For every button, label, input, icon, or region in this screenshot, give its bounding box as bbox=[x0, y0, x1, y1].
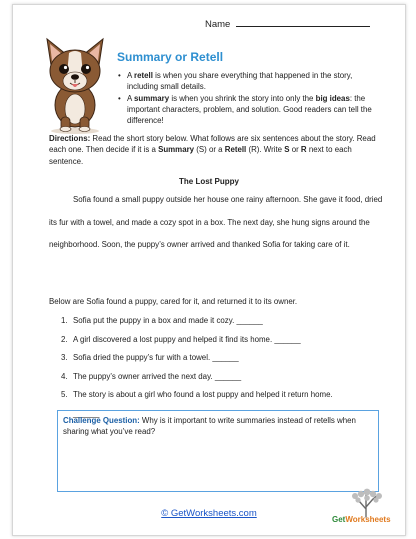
retell-text: is when you share everything that happened in the story, including small details. bbox=[127, 71, 353, 91]
challenge-question-box[interactable] bbox=[57, 410, 379, 492]
retell-definition bbox=[117, 70, 382, 92]
item-number: 1. bbox=[61, 316, 68, 325]
directions-label: Directions: bbox=[49, 134, 91, 143]
summary-term: summary bbox=[134, 94, 170, 103]
summary-definition bbox=[117, 93, 382, 126]
name-line bbox=[205, 17, 370, 30]
worksheet-page bbox=[12, 4, 406, 536]
directions-s-letter: S bbox=[284, 145, 290, 155]
story-title: The Lost Puppy bbox=[179, 177, 239, 186]
questions-intro: Below are Sofia found a puppy, cared for it, and returned it to its owner. bbox=[49, 297, 298, 306]
story-body bbox=[49, 189, 386, 257]
logo-get: Get bbox=[332, 515, 346, 524]
getworksheets-logo bbox=[332, 515, 391, 524]
item-number: 4. bbox=[61, 371, 68, 381]
bullet-icon: • bbox=[118, 94, 121, 103]
directions-retell-word: Retell bbox=[224, 145, 247, 155]
retell-term: retell bbox=[134, 71, 153, 80]
list-item bbox=[61, 349, 381, 368]
summary-mid: is when you shrink the story into only the bbox=[169, 94, 316, 103]
directions bbox=[49, 133, 386, 167]
item-text: ______ bbox=[73, 408, 100, 418]
definitions-list bbox=[117, 70, 382, 127]
story-paragraph: Sofia found a small puppy outside her house one rainy afternoon. She gave it food, dried its fur with a towel, and made a cozy spot in a box. The next day, she hung signs around the neighborhood. Soon, the puppy’s owner arrived and thanked Sofia for taking care of it. bbox=[49, 195, 383, 249]
directions-text-5: next to each sentence. bbox=[49, 145, 352, 166]
bullet-icon: • bbox=[118, 71, 121, 80]
logo-worksheets: Worksheets bbox=[345, 515, 391, 524]
item-text: Sofia dried the puppy’s fur with a towel. ______ bbox=[73, 353, 239, 362]
item-number: 3. bbox=[61, 353, 68, 362]
item-text: Sofia put the puppy in a box and made it cozy. ______ bbox=[73, 316, 263, 325]
name-blank[interactable] bbox=[236, 17, 370, 27]
directions-r-letter: R bbox=[300, 145, 307, 155]
item-text: The story is about a girl who found a lost puppy and helped it return home. bbox=[73, 390, 333, 399]
item-number: 2. bbox=[61, 334, 68, 344]
list-item bbox=[61, 312, 381, 331]
puppy-illustration bbox=[39, 35, 111, 135]
directions-summary-word: Summary bbox=[158, 145, 195, 155]
directions-text-4: or bbox=[289, 145, 301, 155]
directions-text-3: (R). Write bbox=[246, 145, 285, 155]
tree-logo-icon bbox=[331, 487, 401, 531]
challenge-label: Challenge Question: bbox=[63, 416, 140, 425]
item-text: The puppy’s owner arrived the next day. ______ bbox=[73, 371, 242, 381]
retell-pre: A bbox=[127, 71, 135, 80]
worksheet-title: Summary or Retell bbox=[117, 50, 224, 64]
challenge-text: Why is it important to write summaries instead of retells when sharing what you’ve read? bbox=[63, 416, 356, 436]
list-item bbox=[61, 368, 381, 387]
item-number: 5. bbox=[61, 390, 68, 399]
footer-link[interactable]: © GetWorksheets.com bbox=[161, 508, 257, 519]
big-ideas-term: big ideas bbox=[315, 94, 350, 103]
list-item bbox=[61, 331, 381, 350]
name-label: Name bbox=[205, 19, 231, 30]
sentence-list bbox=[61, 312, 381, 423]
directions-text-2: (S) or a bbox=[194, 145, 225, 155]
list-item bbox=[61, 386, 381, 405]
item-text: A girl discovered a lost puppy and helped it find its home. ______ bbox=[73, 334, 301, 344]
summary-pre: A bbox=[127, 94, 135, 103]
directions-text-1: Read the short story below. What follows are six sentences about the story. Read each one. Then decide if it is a bbox=[49, 134, 376, 155]
summary-text: : the important characters, problem, and solution. Good readers can tell the difference! bbox=[127, 94, 372, 125]
